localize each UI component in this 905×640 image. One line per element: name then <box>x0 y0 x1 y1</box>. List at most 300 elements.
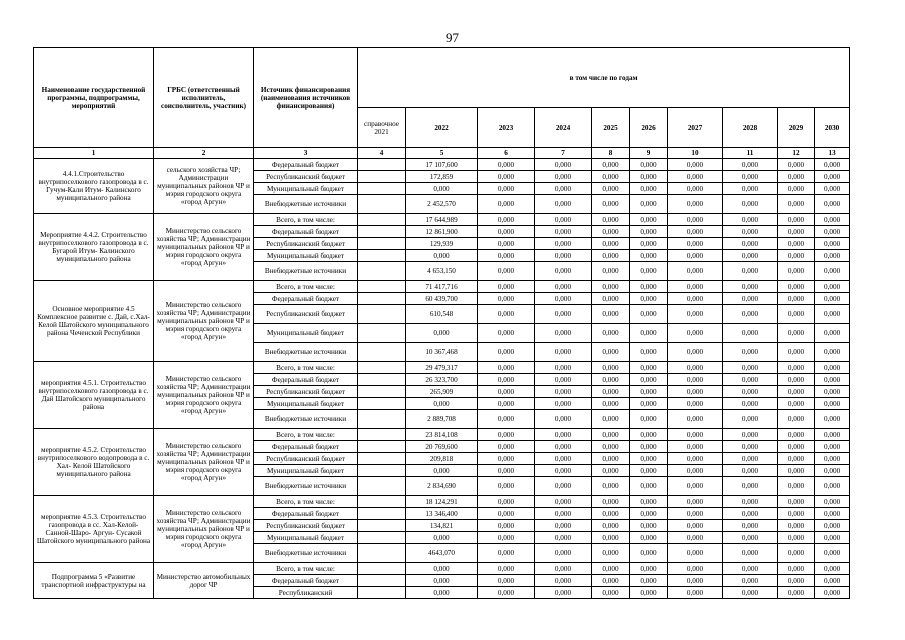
value-cell: 0,000 <box>478 465 535 477</box>
grbs-cell: Министерство сельского хозяйства ЧР; Администрации муниципальных районов ЧР и мэрия городского округа «город Аргун» <box>154 496 254 563</box>
value-cell: 0,000 <box>630 410 668 429</box>
value-cell: 0,000 <box>406 398 478 410</box>
value-cell: 0,000 <box>630 281 668 293</box>
value-cell: 0,000 <box>535 532 592 544</box>
value-cell: 26 323,700 <box>406 374 478 386</box>
value-cell: 0,000 <box>778 171 815 183</box>
value-cell: 0,000 <box>778 324 815 343</box>
value-cell: 0,000 <box>815 281 850 293</box>
value-cell: 0,000 <box>723 453 778 465</box>
value-cell: 0,000 <box>778 453 815 465</box>
ref-cell <box>358 398 406 410</box>
value-cell: 0,000 <box>630 520 668 532</box>
value-cell: 0,000 <box>778 410 815 429</box>
value-cell: 0,000 <box>535 159 592 171</box>
col-number: 2 <box>154 148 254 159</box>
value-cell: 0,000 <box>535 171 592 183</box>
ref-cell <box>358 226 406 238</box>
value-cell: 0,000 <box>406 532 478 544</box>
value-cell: 0,000 <box>592 362 630 374</box>
value-cell: 0,000 <box>478 343 535 362</box>
source-cell: Республиканский бюджет <box>254 171 358 183</box>
value-cell: 0,000 <box>535 362 592 374</box>
value-cell: 0,000 <box>592 324 630 343</box>
ref-cell <box>358 532 406 544</box>
value-cell: 0,000 <box>592 429 630 441</box>
col-number: 6 <box>478 148 535 159</box>
table-body <box>34 159 850 599</box>
value-cell: 0,000 <box>406 250 478 262</box>
source-cell: Республиканский бюджет <box>254 305 358 324</box>
value-cell: 0,000 <box>630 250 668 262</box>
program-cell: мероприятия 4.5.1. Строительство внутрипоселкового газопровода в с. Дай Шатойского муниципального района <box>34 362 154 429</box>
value-cell: 0,000 <box>478 183 535 195</box>
value-cell: 0,000 <box>630 587 668 599</box>
value-cell: 0,000 <box>668 587 723 599</box>
value-cell: 0,000 <box>723 281 778 293</box>
value-cell: 0,000 <box>778 587 815 599</box>
program-cell: мероприятие 4.5.3. Строительство газопровода в сс. Хал-Келой-Санной-Шаро- Аргун- Сусакой Шатойского муниципального района <box>34 496 154 563</box>
value-cell: 0,000 <box>668 183 723 195</box>
value-cell: 0,000 <box>723 324 778 343</box>
value-cell: 0,000 <box>778 532 815 544</box>
value-cell: 0,000 <box>592 398 630 410</box>
value-cell: 0,000 <box>723 250 778 262</box>
header-year: 2029 <box>778 108 815 148</box>
table-row <box>34 563 850 575</box>
header-year: 2024 <box>535 108 592 148</box>
header-grbs: ГРБС (ответственный исполнитель, соисполнитель, участник) <box>154 48 254 148</box>
value-cell: 0,000 <box>723 374 778 386</box>
value-cell: 0,000 <box>723 587 778 599</box>
value-cell: 0,000 <box>478 250 535 262</box>
value-cell: 0,000 <box>630 496 668 508</box>
value-cell: 0,000 <box>535 293 592 305</box>
value-cell: 0,000 <box>723 262 778 281</box>
value-cell: 0,000 <box>723 183 778 195</box>
value-cell: 10 367,468 <box>406 343 478 362</box>
value-cell: 0,000 <box>668 544 723 563</box>
value-cell: 0,000 <box>535 195 592 214</box>
value-cell: 2 452,570 <box>406 195 478 214</box>
header-year: 2023 <box>478 108 535 148</box>
ref-cell <box>358 465 406 477</box>
value-cell: 0,000 <box>535 453 592 465</box>
value-cell: 0,000 <box>630 262 668 281</box>
value-cell: 0,000 <box>630 441 668 453</box>
value-cell: 0,000 <box>668 477 723 496</box>
value-cell: 0,000 <box>815 563 850 575</box>
value-cell: 0,000 <box>406 183 478 195</box>
value-cell: 0,000 <box>592 441 630 453</box>
value-cell: 0,000 <box>778 544 815 563</box>
source-cell: Внебюджетные источники <box>254 262 358 281</box>
value-cell: 0,000 <box>406 587 478 599</box>
ref-cell <box>358 250 406 262</box>
header-row-1 <box>34 48 850 108</box>
source-cell: Всего, в том числе: <box>254 429 358 441</box>
source-cell: Внебюджетные источники <box>254 410 358 429</box>
value-cell: 0,000 <box>815 343 850 362</box>
value-cell: 0,000 <box>592 520 630 532</box>
program-cell: Подпрограмма 5 «Развитие транспортной инфраструктуры на <box>34 563 154 599</box>
value-cell: 0,000 <box>723 532 778 544</box>
value-cell: 0,000 <box>778 362 815 374</box>
value-cell: 0,000 <box>815 159 850 171</box>
value-cell: 0,000 <box>815 171 850 183</box>
value-cell: 0,000 <box>778 477 815 496</box>
value-cell: 0,000 <box>668 496 723 508</box>
header-source: Источник финансирования (наименования источников финансирования) <box>254 48 358 148</box>
value-cell: 0,000 <box>723 575 778 587</box>
source-cell: Федеральный бюджет <box>254 293 358 305</box>
value-cell: 0,000 <box>778 281 815 293</box>
value-cell: 0,000 <box>723 362 778 374</box>
value-cell: 0,000 <box>815 374 850 386</box>
value-cell: 0,000 <box>815 238 850 250</box>
source-cell: Федеральный бюджет <box>254 575 358 587</box>
grbs-cell: сельского хозяйства ЧР; Администрации муниципальных районов ЧР и мэрия городского округа «город Аргун» <box>154 159 254 214</box>
source-cell: Муниципальный бюджет <box>254 183 358 195</box>
value-cell: 0,000 <box>535 544 592 563</box>
value-cell: 0,000 <box>630 374 668 386</box>
value-cell: 0,000 <box>535 305 592 324</box>
source-cell: Всего, в том числе: <box>254 214 358 226</box>
value-cell: 0,000 <box>815 429 850 441</box>
table-row <box>34 281 850 293</box>
value-cell: 17 644,989 <box>406 214 478 226</box>
value-cell: 0,000 <box>723 508 778 520</box>
ref-cell <box>358 362 406 374</box>
value-cell: 0,000 <box>668 520 723 532</box>
value-cell: 0,000 <box>478 544 535 563</box>
value-cell: 0,000 <box>630 195 668 214</box>
value-cell: 0,000 <box>478 386 535 398</box>
program-cell: мероприятие 4.5.2. Строительство внутрипоселкового водопровода в с. Хал- Келой Шатойского муниципального района <box>34 429 154 496</box>
value-cell: 0,000 <box>535 520 592 532</box>
value-cell: 0,000 <box>478 374 535 386</box>
value-cell: 0,000 <box>592 238 630 250</box>
ref-cell <box>358 477 406 496</box>
value-cell: 0,000 <box>815 532 850 544</box>
value-cell: 0,000 <box>478 453 535 465</box>
value-cell: 0,000 <box>535 262 592 281</box>
value-cell: 0,000 <box>723 305 778 324</box>
value-cell: 0,000 <box>592 563 630 575</box>
grbs-cell: Министерство сельского хозяйства ЧР; Администрации муниципальных районов ЧР и мэрия городского округа «город Аргун» <box>154 281 254 362</box>
value-cell: 0,000 <box>668 171 723 183</box>
value-cell: 0,000 <box>630 362 668 374</box>
source-cell: Республиканский бюджет <box>254 238 358 250</box>
value-cell: 0,000 <box>406 324 478 343</box>
col-number: 13 <box>815 148 850 159</box>
value-cell: 0,000 <box>535 343 592 362</box>
value-cell: 0,000 <box>630 429 668 441</box>
value-cell: 0,000 <box>592 410 630 429</box>
value-cell: 134,821 <box>406 520 478 532</box>
ref-cell <box>358 544 406 563</box>
value-cell: 0,000 <box>478 587 535 599</box>
value-cell: 0,000 <box>630 465 668 477</box>
value-cell: 0,000 <box>668 262 723 281</box>
value-cell: 12 861,900 <box>406 226 478 238</box>
value-cell: 0,000 <box>778 238 815 250</box>
value-cell: 0,000 <box>723 386 778 398</box>
header-year: 2026 <box>630 108 668 148</box>
value-cell: 29 479,317 <box>406 362 478 374</box>
value-cell: 0,000 <box>815 214 850 226</box>
grbs-cell: Министерство сельского хозяйства ЧР; Администрации муниципальных районов ЧР и мэрия городского округа «город Аргун» <box>154 362 254 429</box>
table-row <box>34 496 850 508</box>
value-cell: 0,000 <box>478 226 535 238</box>
value-cell: 17 107,600 <box>406 159 478 171</box>
value-cell: 0,000 <box>668 226 723 238</box>
value-cell: 0,000 <box>630 214 668 226</box>
value-cell: 0,000 <box>478 441 535 453</box>
grbs-cell: Министерство сельского хозяйства ЧР; Администрации муниципальных районов ЧР и мэрия городского округа «город Аргун» <box>154 429 254 496</box>
value-cell: 0,000 <box>478 477 535 496</box>
value-cell: 0,000 <box>778 250 815 262</box>
value-cell: 23 814,108 <box>406 429 478 441</box>
value-cell: 0,000 <box>668 410 723 429</box>
source-cell: Муниципальный бюджет <box>254 250 358 262</box>
col-number: 9 <box>630 148 668 159</box>
value-cell: 0,000 <box>630 532 668 544</box>
value-cell: 0,000 <box>815 195 850 214</box>
value-cell: 0,000 <box>815 544 850 563</box>
value-cell: 0,000 <box>815 508 850 520</box>
value-cell: 0,000 <box>778 563 815 575</box>
value-cell: 0,000 <box>592 281 630 293</box>
header-years-title: в том числе по годам <box>358 48 850 108</box>
value-cell: 0,000 <box>630 305 668 324</box>
value-cell: 0,000 <box>592 544 630 563</box>
value-cell: 0,000 <box>592 343 630 362</box>
value-cell: 0,000 <box>592 587 630 599</box>
value-cell: 71 417,716 <box>406 281 478 293</box>
value-cell: 209,818 <box>406 453 478 465</box>
value-cell: 0,000 <box>535 575 592 587</box>
value-cell: 0,000 <box>592 477 630 496</box>
value-cell: 0,000 <box>815 575 850 587</box>
value-cell: 0,000 <box>815 453 850 465</box>
ref-cell <box>358 496 406 508</box>
value-cell: 0,000 <box>778 520 815 532</box>
value-cell: 0,000 <box>630 508 668 520</box>
table-row <box>34 214 850 226</box>
value-cell: 0,000 <box>723 159 778 171</box>
value-cell: 0,000 <box>478 398 535 410</box>
value-cell: 0,000 <box>668 563 723 575</box>
value-cell: 0,000 <box>630 386 668 398</box>
value-cell: 0,000 <box>592 575 630 587</box>
col-number: 12 <box>778 148 815 159</box>
value-cell: 0,000 <box>723 171 778 183</box>
program-cell: 4.4.1.Строительство внутрипоселкового газопровода в с. Гучум-Кали Итум- Калинского муниципального района <box>34 159 154 214</box>
value-cell: 13 346,400 <box>406 508 478 520</box>
value-cell: 0,000 <box>478 159 535 171</box>
value-cell: 0,000 <box>535 226 592 238</box>
value-cell: 20 769,600 <box>406 441 478 453</box>
value-cell: 0,000 <box>815 520 850 532</box>
source-cell: Всего, в том числе: <box>254 563 358 575</box>
value-cell: 0,000 <box>478 362 535 374</box>
ref-cell <box>358 374 406 386</box>
value-cell: 0,000 <box>723 520 778 532</box>
ref-cell <box>358 171 406 183</box>
source-cell: Внебюджетные источники <box>254 544 358 563</box>
value-cell: 4643,070 <box>406 544 478 563</box>
value-cell: 0,000 <box>592 532 630 544</box>
value-cell: 0,000 <box>723 465 778 477</box>
source-cell: Федеральный бюджет <box>254 374 358 386</box>
value-cell: 0,000 <box>630 398 668 410</box>
value-cell: 0,000 <box>592 214 630 226</box>
value-cell: 0,000 <box>478 508 535 520</box>
value-cell: 0,000 <box>535 374 592 386</box>
header-year: 2028 <box>723 108 778 148</box>
value-cell: 0,000 <box>630 238 668 250</box>
col-number: 4 <box>358 148 406 159</box>
value-cell: 0,000 <box>778 159 815 171</box>
ref-cell <box>358 563 406 575</box>
ref-cell <box>358 305 406 324</box>
value-cell: 0,000 <box>535 508 592 520</box>
value-cell: 0,000 <box>778 195 815 214</box>
value-cell: 0,000 <box>668 398 723 410</box>
header-program: Наименование государственной программы, подпрограммы, мероприятий <box>34 48 154 148</box>
program-cell: Основное мероприятие 4.5 Комплексное развитие с. Дай, с.Хал-Келой Шатойского муниципального района Чеченской Республики <box>34 281 154 362</box>
value-cell: 0,000 <box>668 195 723 214</box>
value-cell: 610,548 <box>406 305 478 324</box>
value-cell: 0,000 <box>535 398 592 410</box>
source-cell: Республиканский <box>254 587 358 599</box>
value-cell: 0,000 <box>478 575 535 587</box>
value-cell: 0,000 <box>478 238 535 250</box>
value-cell: 0,000 <box>778 214 815 226</box>
value-cell: 0,000 <box>630 343 668 362</box>
value-cell: 0,000 <box>668 386 723 398</box>
source-cell: Федеральный бюджет <box>254 226 358 238</box>
value-cell: 0,000 <box>535 386 592 398</box>
value-cell: 0,000 <box>668 429 723 441</box>
col-number: 11 <box>723 148 778 159</box>
value-cell: 4 653,150 <box>406 262 478 281</box>
header-year: 2022 <box>406 108 478 148</box>
value-cell: 0,000 <box>478 520 535 532</box>
value-cell: 0,000 <box>723 226 778 238</box>
value-cell: 0,000 <box>535 429 592 441</box>
value-cell: 0,000 <box>723 398 778 410</box>
ref-cell <box>358 343 406 362</box>
value-cell: 18 124,291 <box>406 496 478 508</box>
ref-cell <box>358 575 406 587</box>
value-cell: 0,000 <box>630 575 668 587</box>
value-cell: 0,000 <box>478 410 535 429</box>
value-cell: 0,000 <box>592 465 630 477</box>
source-cell: Внебюджетные источники <box>254 343 358 362</box>
ref-cell <box>358 262 406 281</box>
source-cell: Федеральный бюджет <box>254 441 358 453</box>
value-cell: 0,000 <box>592 305 630 324</box>
column-numbers-row <box>34 148 850 159</box>
header-year: 2027 <box>668 108 723 148</box>
ref-cell <box>358 214 406 226</box>
value-cell: 0,000 <box>778 262 815 281</box>
grbs-cell: Министерство автомобильных дорог ЧР <box>154 563 254 599</box>
value-cell: 2 834,690 <box>406 477 478 496</box>
value-cell: 0,000 <box>535 250 592 262</box>
value-cell: 0,000 <box>778 343 815 362</box>
value-cell: 0,000 <box>815 410 850 429</box>
value-cell: 0,000 <box>815 587 850 599</box>
source-cell: Федеральный бюджет <box>254 508 358 520</box>
value-cell: 0,000 <box>478 214 535 226</box>
value-cell: 0,000 <box>778 374 815 386</box>
value-cell: 0,000 <box>778 398 815 410</box>
value-cell: 0,000 <box>592 183 630 195</box>
value-cell: 0,000 <box>592 159 630 171</box>
value-cell: 0,000 <box>815 226 850 238</box>
value-cell: 265,909 <box>406 386 478 398</box>
value-cell: 0,000 <box>778 226 815 238</box>
value-cell: 0,000 <box>668 238 723 250</box>
value-cell: 0,000 <box>668 305 723 324</box>
value-cell: 0,000 <box>723 441 778 453</box>
value-cell: 0,000 <box>535 563 592 575</box>
value-cell: 0,000 <box>630 544 668 563</box>
source-cell: Муниципальный бюджет <box>254 532 358 544</box>
col-number: 1 <box>34 148 154 159</box>
program-cell: Мероприятие 4.4.2. Строительство внутрипоселкового газопровода в с. Бугарой Итум- Калинского муниципального района <box>34 214 154 281</box>
value-cell: 60 439,700 <box>406 293 478 305</box>
value-cell: 0,000 <box>778 441 815 453</box>
value-cell: 0,000 <box>478 171 535 183</box>
value-cell: 0,000 <box>535 238 592 250</box>
value-cell: 0,000 <box>630 159 668 171</box>
value-cell: 0,000 <box>478 496 535 508</box>
header-year: 2025 <box>592 108 630 148</box>
value-cell: 0,000 <box>630 171 668 183</box>
value-cell: 0,000 <box>592 508 630 520</box>
value-cell: 0,000 <box>630 293 668 305</box>
col-number: 8 <box>592 148 630 159</box>
value-cell: 0,000 <box>478 429 535 441</box>
value-cell: 0,000 <box>778 465 815 477</box>
value-cell: 0,000 <box>815 324 850 343</box>
value-cell: 0,000 <box>815 398 850 410</box>
value-cell: 0,000 <box>815 293 850 305</box>
value-cell: 0,000 <box>406 563 478 575</box>
ref-cell <box>358 587 406 599</box>
table-row <box>34 159 850 171</box>
source-cell: Внебюджетные источники <box>254 195 358 214</box>
ref-cell <box>358 293 406 305</box>
value-cell: 0,000 <box>592 262 630 281</box>
ref-cell <box>358 508 406 520</box>
value-cell: 0,000 <box>406 575 478 587</box>
value-cell: 0,000 <box>778 305 815 324</box>
ref-cell <box>358 386 406 398</box>
value-cell: 0,000 <box>668 362 723 374</box>
value-cell: 0,000 <box>592 453 630 465</box>
ref-cell <box>358 429 406 441</box>
ref-cell <box>358 441 406 453</box>
value-cell: 0,000 <box>815 250 850 262</box>
header-ref: справочное 2021 <box>358 108 406 148</box>
value-cell: 0,000 <box>668 324 723 343</box>
value-cell: 172,859 <box>406 171 478 183</box>
